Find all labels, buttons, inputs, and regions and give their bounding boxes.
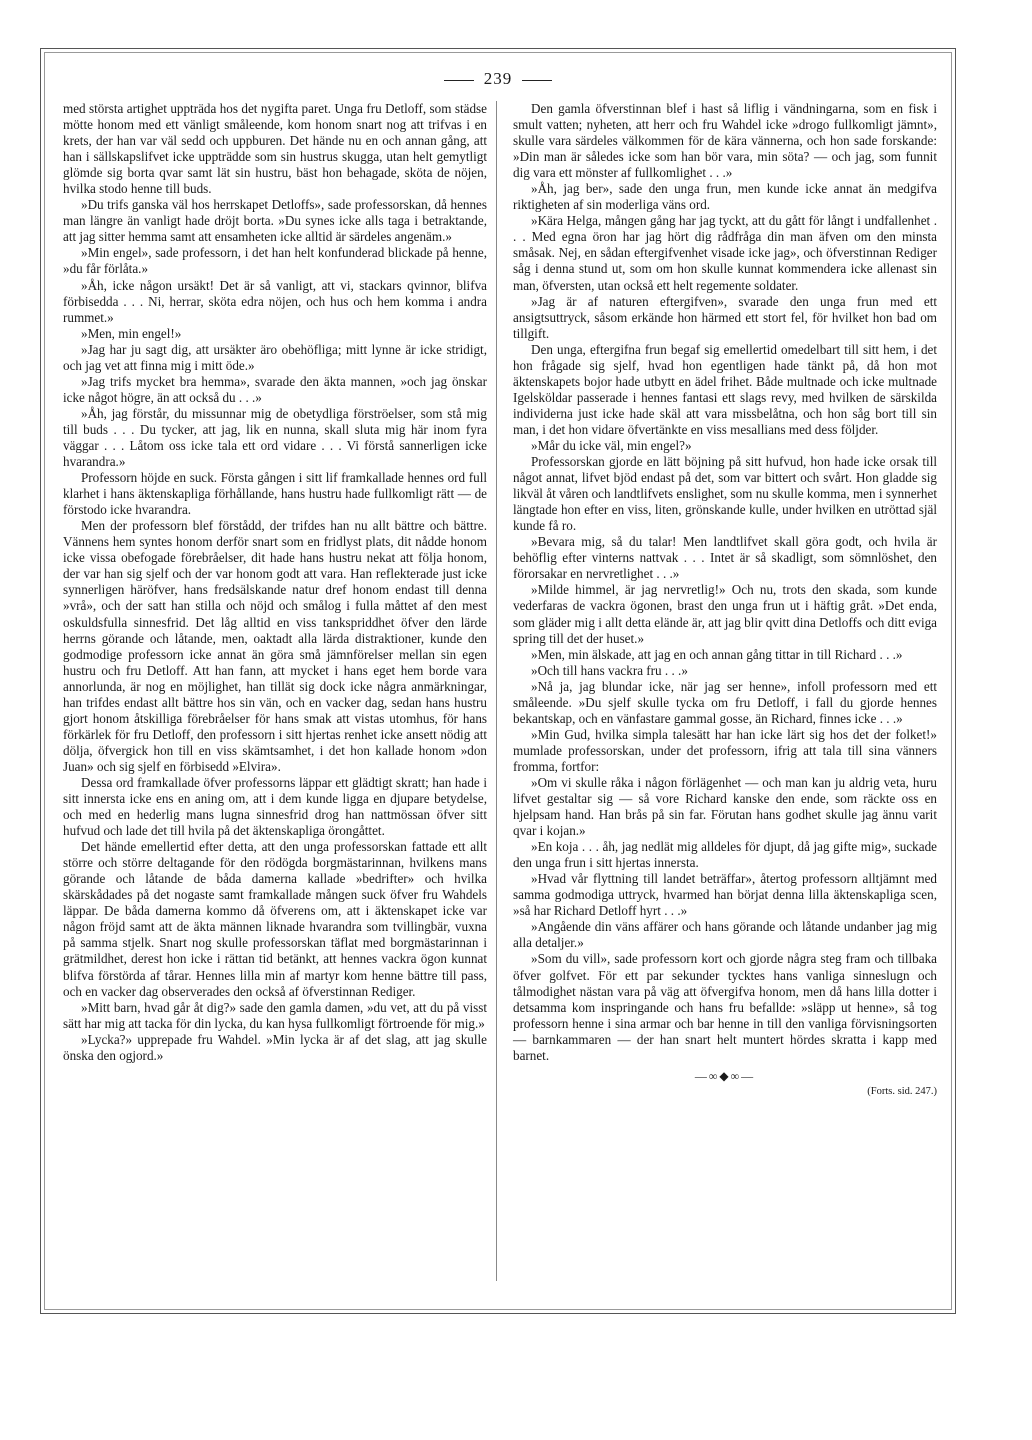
paragraph: »Milde himmel, är jag nervretlig!» Och nu, trots den skada, som kunde vederfaras de vackra ögonen, brast den unga frun ut i häftig gråt. »Det enda, som gläder mig i allt detta elände är, att jag blir qvitt dina Detloffs och ditt eviga spring till det der huset.» <box>513 582 937 646</box>
paragraph: med största artighet uppträda hos det nygifta paret. Unga fru Detloff, som städse mötte honom med ett vänligt småleende, kom honom snart nog att trifvas i en krets, der han var väl sedd och uppburen. Det hände nu en och annan gång, att han i sällskapslifvet icke uppträdde som sin hustrus skugga, utan helt gemytligt glömde sig borta qvar samt lät sin hustru, bäst hon behagade, sköta de nöjen, hvilka stodo henne till buds. <box>63 101 487 197</box>
paragraph: Professorskan gjorde en lätt böjning på sitt hufvud, hon hade icke orsak till något annat, lifvet bjöd endast på det, som var bittert och svårt. Hon gladde sig likväl åt våren och landtlifvets enslighet, som nu skulle komma, men i synnerhet längtade hon efter en viss, liten, grönskande kulle, under hvilken en utröttad själ kunde få ro. <box>513 454 937 534</box>
paragraph: »Och till hans vackra fru . . .» <box>531 662 688 678</box>
paragraph: »Min engel», sade professorn, i det han helt konfunderad blickade på henne, »du får förlåta.» <box>63 245 487 277</box>
end-ornament: —∞◆∞— <box>694 1068 756 1083</box>
paragraph: »Men, min älskade, att jag en och annan gång tittar in till Richard . . .» <box>531 646 903 662</box>
paragraph: »Du trifs ganska väl hos herrskapet Detloffs», sade professorskan, då hennes man längre än vanligt hade dröjt borta. »Du synes icke alls taga i betraktande, att jag sitter hemma samt att ensamheten icke alltid är särdeles angenäm.» <box>63 197 487 245</box>
paragraph: »Min Gud, hvilka simpla talesätt har han icke lärt sig hos det der folket!» mumlade professorskan, under det professorn, ifrig att tala till sina vänners fromma, fortfor: <box>513 726 937 774</box>
left-column <box>63 101 487 1064</box>
paragraph: Men der professorn blef förstådd, der trifdes han nu allt bättre och bättre. Vännens hem syntes honom derför snart som en fridlyst plats, dit nådde honom icke vissa obefogade förebråelser, dit hade hans hustru nekat att följa honom, der var han sig sjelf och der var honom godt att vara. Han reflekterade just icke synnerligen häröfver, hans fredsälskande natur dref honom endast till denna »vrå», och der satt han stilla och nöjd och smålog i fulla måttet af den mest oskuldsfulla sinnesfrid. Det låg alltid en viss tankspriddhet öfver den lärde herrns görande och låtande, men, oaktadt alla lärda distraktioner, kunde den godmodige professorn icke annat än göra små jämnförelser mellan sin egen hustru och fru Detloff. Att han fann, att mycket i hans eget hem borde vara annorlunda, är nog en möjlighet, han tillät sig dock icke några anmärkningar, han trifdes endast allt bättre hos sin vän, och en vacker dag, sedan hans hustru gjort honom åtskilliga förebråelser för hans smak att vistas utomhus, för hans förkärlek för fru Detloff, den professorn i sitt hjertas renhet icke ansett nödig att dölja, öfvergick hon till en viss skämtsamhet, i det hon kallade honom »don Juan» och sig sjelf en förbisedd »Elvira». <box>63 518 487 774</box>
paragraph: Dessa ord framkallade öfver professorns läppar ett glädtigt skratt; han hade i sitt innersta icke ens en aning om, att i dem kunde ligga en djupare betydelse, och med en hederlig mans lugna sinnesfrid drog han nattmössan öfver sitt hufvud och lade det till hvila på det äktenskapliga örongåttet. <box>63 774 487 839</box>
paragraph: »Mitt barn, hvad går åt dig?» sade den gamla damen, »du vet, att du på visst sätt har mig att tacka för din lycka, du kan hysa fullkomligt förtroende för mig.» <box>63 999 487 1031</box>
paragraph: »Lycka?» upprepade fru Wahdel. »Min lycka är af det slag, att jag skulle önska den ogjord.» <box>63 1031 487 1063</box>
paragraph: »Hvad vår flyttning till landet beträffar», återtog professorn alltjämnt med samma godmodiga uttryck, hvarmed han börjat denna lilla äktenskapliga scen, »så har Richard Detloff hyrt . . .» <box>513 871 937 919</box>
column-divider <box>496 101 497 1281</box>
paragraph: »Angående din väns affärer och hans görande och låtande undanber jag mig alla detaljer.» <box>513 919 937 951</box>
page-header <box>41 69 955 89</box>
paragraph: »Jag är af naturen eftergifven», svarade den unga frun med ett ansigtsuttryck, såsom erkände hon härmed ett stort fel, för hvilket hon bad om tillgift. <box>513 293 937 341</box>
paragraph: »Åh, jag ber», sade den unga frun, men kunde icke annat än medgifva riktigheten af sin moderliga väns ord. <box>513 181 937 213</box>
paragraph: »En koja . . . åh, jag nedlät mig alldeles för djupt, då jag gifte mig», suckade den unga frun i sitt hjertas innersta. <box>513 839 937 871</box>
paragraph: »Om vi skulle råka i någon förlägenhet — och man kan ju aldrig veta, huru lifvet gestaltar sig — så vore Richard kanske den ende, som räckte oss en hjelpsam hand. Han brås på sin far. Förutan hans godhet skulle jag ännu varit qvar i kojan.» <box>513 774 937 839</box>
paragraph: »Men, min engel!» <box>81 325 182 341</box>
header-dash-left <box>444 80 474 81</box>
right-column <box>513 101 937 1100</box>
paragraph: »Åh, icke någon ursäkt! Det är så vanligt, att vi, stackars qvinnor, blifva förbisedda . . . Ni, herrar, sköta edra nöjen, och hus och hem komma i andra rummet.» <box>63 277 487 325</box>
paragraph: »Åh, jag förstår, du missunnar mig de obetydliga förströelser, som stå mig till buds . . . Du tycker, att jag, lik en nunna, skall sluta mig här inom fyra väggar . . . Låtom oss icke tala ett ord vidare . . . Vi förstå sannerligen icke hvarandra.» <box>63 405 487 470</box>
paragraph: »Jag har ju sagt dig, att ursäkter äro obehöfliga; mitt lynne är icke stridigt, och jag vet att finna mig i mitt öde.» <box>63 341 487 373</box>
continuation-note: (Forts. sid. 247.) <box>867 1085 937 1097</box>
header-dash-right <box>522 80 552 81</box>
paragraph: »Som du vill», sade professorn kort och gjorde några steg fram och tillbaka öfver golfvet. För ett par sekunder tycktes hans vanliga sinneslugn och tålmodighet nästan vara på väg att öfvergifva honom, men då hans lilla dotter i detsamma kom inspringande och hans fru befallde: »släpp ut henne», så tog professorn henne i sina armar och bar henne in till den vanliga förvisningsorten — barnkammaren — der han snart helt muntert hördes skratta i kapp med barnet. <box>513 951 937 1063</box>
paragraph: »Mår du icke väl, min engel?» <box>531 437 692 453</box>
paragraph: Den unga, eftergifna frun begaf sig emellertid omedelbart till sitt hem, i det hon frågade sig sjelf, hvad hon egentligen hade tänkt på, då hon mot äktenskapets bojor hade utbytt en ädel frihet. Både multnade och icke multnade Igelsköldar passerade i hennes fantasi ett slags revy, med hvilken de särskilda individerna just icke hade skäl att vara missbelåtna, och hon såg bort till sin man, i det hon vidare öfvertänkte en viss mesallians med dess följder. <box>513 341 937 437</box>
paragraph: Professorn höjde en suck. Första gången i sitt lif framkallade hennes ord full klarhet i hans äktenskapliga förhållande, hans hustru hade fullkomligt rätt — de förstodo icke hvarandra. <box>63 470 487 518</box>
paragraph: »Jag trifs mycket bra hemma», svarade den äkta mannen, »och jag önskar icke något högre, än att också du . . .» <box>63 373 487 405</box>
paragraph: Den gamla öfverstinnan blef i hast så liflig i vändningarna, som en fisk i smult vatten; nyheten, att herr och fru Wahdel icke »drogo fullkomligt jämnt», skulle vara särdeles välkommen för de kära vännerna, och hon sade forskande: »Din man är således icke som han bör vara, min söta? — och jag, som funnit dig vara ett mönster af fullkomlighet . . .» <box>513 101 937 181</box>
page-number: 239 <box>483 69 513 88</box>
paragraph: »Bevara mig, så du talar! Men landtlifvet skall göra godt, och hvila är behöflig efter vinterns nattvak . . . Intet är så skadligt, som sömnlöshet, den förorsakar en nervretlighet . . .» <box>513 534 937 582</box>
paragraph: »Nå ja, jag blundar icke, när jag ser henne», infoll professorn med ett småleende. »Du sjelf skulle tycka om fru Detloff, i fall du gjorde hennes bekantskap, och en vänfastare gammal gosse, än Richard, finnes icke . . .» <box>513 678 937 726</box>
paragraph: Det hände emellertid efter detta, att den unga professorskan fattade ett allt större och större deltagande för den rödögda borgmästarinnan, hvilkens mans görande och låtande de båda damerna kallade »bedrifter» och hvilka skärskådades på det nogaste samt framkallade mången suck öfver fru Wahdels läppar. De båda damerna kommo då öfverens om, att i äktenskapet icke var någon fröjd samt att de äkta männen liknade hvarandra som tvillingbär, vuxna på samma stjelk. Snart nog skulle professorskan täflat med borgmästarinnan i grätmildhet, derest hon icke i rättan tid betänkt, att hennes vackra ögon kunnat blifva förstörda af tårar. Hennes lilla min af martyr kom henne bättre till pass, och en vacker dag observerades den också af öfverstinnan Rediger. <box>63 839 487 999</box>
page-frame <box>40 48 956 1314</box>
paragraph: »Kära Helga, mången gång har jag tyckt, att du gått för långt i undfallenhet . . . Med egna öron har jag hört dig rådfråga din man äfven om den minsta småsak. Nej, en sådan eftergifvenhet visade icke jag», och öfverstinnan Rediger såg i denna stund ut, som om hon skulle kunnat kommendera icke allenast sin man, öfversten, utan också ett helt regemente soldater. <box>513 213 937 293</box>
